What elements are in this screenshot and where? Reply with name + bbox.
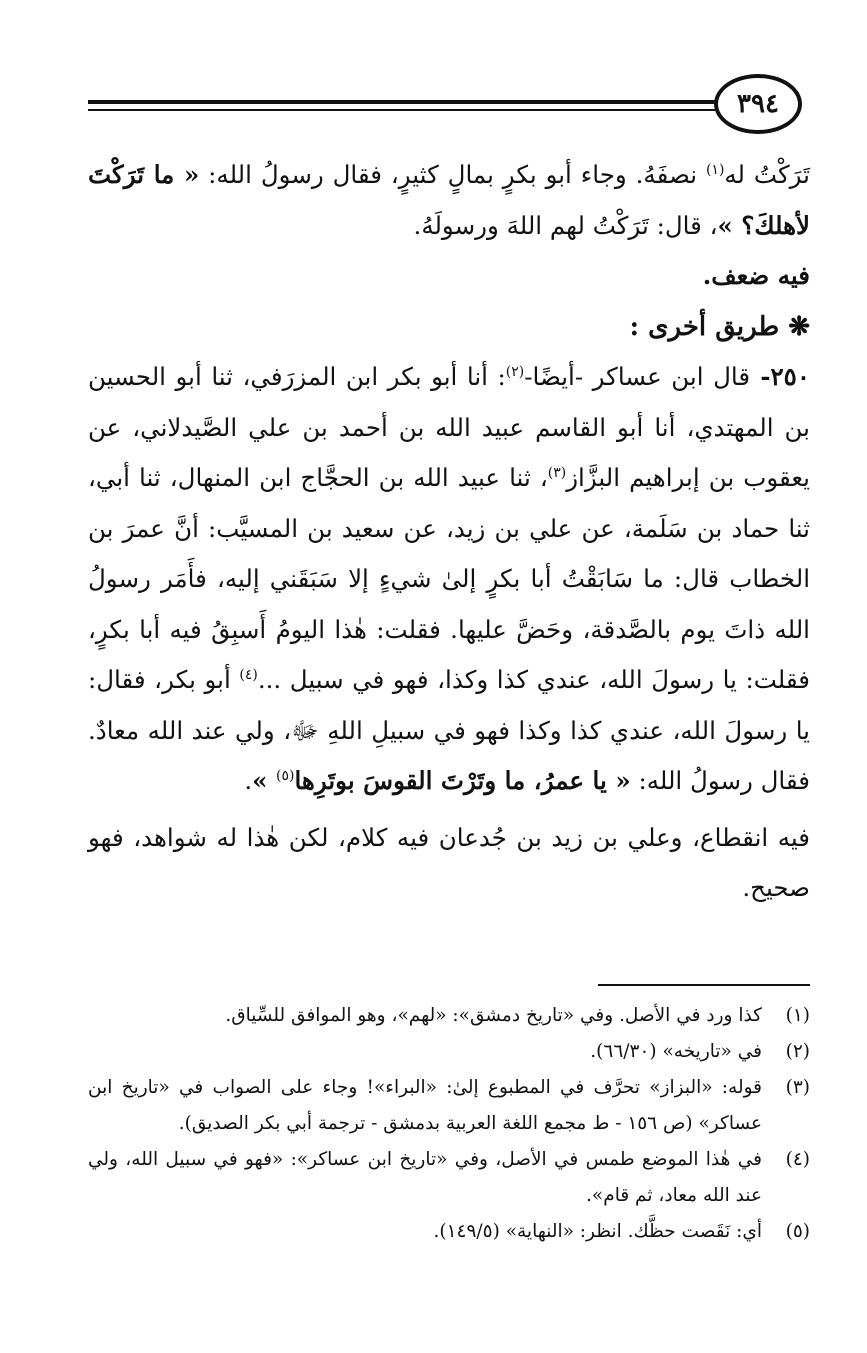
footnotes [88, 998, 810, 1250]
footnote-ref: (٥) [275, 767, 295, 784]
footnote [88, 1142, 810, 1214]
header-rule-thin [88, 109, 722, 111]
header-rule [88, 100, 722, 104]
footnote-text: أي: نَقَصت حظَّك. انظر: «النهاية» (١٤٩/٥). [433, 1221, 762, 1242]
paragraph: فيه انقطاع، وعلي بن زيد بن جُدعان فيه كلام، لكن هٰذا له شواهد، فهو صحيح. [88, 822, 810, 902]
main-text [88, 150, 810, 914]
footnote [88, 1070, 810, 1142]
hadith-quote: « ما تَرَكْتَ لأهلكَ؟ » [88, 160, 810, 240]
page-header [88, 72, 810, 142]
hadith-quote: « يا عمرُ، ما وتَرْتَ القوسَ بوتَرِها [294, 766, 631, 795]
section-heading: ❋ طريق أخرى : [629, 311, 810, 342]
footnote-number: (٣) [785, 1077, 810, 1098]
page-number: ٣٩٤ [714, 74, 802, 134]
paragraph: تَرَكْتُ له$^{(١)}$ نصفَهُ. وجاء أبو بكرٍ بمالٍ كثيرٍ، فقال رسولُ الله: « ما تَرَكْتَ لأهلكَ؟ »، قال: تَرَكْتُ لهم اللهَ ورسولَهُ. [88, 160, 810, 240]
paragraph: فيه ضعف. [702, 261, 810, 290]
footnote-number: (٥) [785, 1221, 810, 1242]
footnote [88, 998, 810, 1034]
footnote-text: قوله: «البزاز» تحرَّف في المطبوع إلىٰ: «البراء»! وجاء على الصواب في «تاريخ ابن عساكر» (ص ١٥٦ - ط مجمع اللغة العربية بدمشق - ترجمة أبي بكر الصديق). [88, 1077, 762, 1134]
footnote-ref: (٤) [239, 666, 258, 683]
footnote-separator [598, 984, 810, 986]
footnote-ref: (١) [705, 161, 725, 178]
footnote-number: (١) [785, 1005, 810, 1026]
footnote-ref: (٢) [505, 363, 525, 380]
footnote-text: في «تاريخه» (٦٦/٣٠). [590, 1041, 762, 1062]
footnote-number: (٢) [785, 1041, 810, 1062]
footnote [88, 1214, 810, 1250]
footnote-number: (٤) [785, 1149, 810, 1170]
footnote [88, 1034, 810, 1070]
footnote-text: كذا ورد في الأصل. وفي «تاريخ دمشق»: «لهم»، وهو الموافق للسِّياق. [225, 1005, 762, 1026]
footnote-ref: (٣) [547, 464, 567, 481]
footnote-text: في هٰذا الموضع طمس في الأصل، وفي «تاريخ ابن عساكر»: «فهو في سبيل الله، ولي عند الله معاد، ثم قام». [88, 1149, 762, 1206]
paragraph: ٢٥٠- قال ابن عساكر -أيضًا-$^{(٢)}$: أنا أبو بكر ابن المزرَفي، ثنا أبو الحسين بن المهتدي، أنا أبو القاسم عبيد الله بن أحمد بن علي الصَّيدلاني، عن يعقوب بن إبراهيم البزَّاز$^{(٣)}$، ثنا عبيد الله بن الحجَّاج ابن المنهال، ثنا أبي، ثنا حماد بن سَلَمة، عن علي بن زيد، عن سعيد بن المسيَّب: أنَّ عمرَ بن الخطاب قال: ما سَابَقْتُ أبا بكرٍ إلىٰ شيءٍ إلا سَبَقَني إليه، فأَمَر رسولُ الله ذاتَ يوم بالصَّدقة، وحَضَّ عليها. فقلت: هٰذا اليومُ أَسبِقُ فيه أبا بكرٍ، فقلت: يا رسولَ الله، عندي كذا وكذا، فهو في سبيل ...$^{(٤)}$ أبو بكر، فقال: يا رسولَ الله، عندي كذا وكذا فهو في سبيلِ اللهِ ﷻ، ولي عند الله معادٌ. فقال رسولُ الله: « يا عمرُ، ما وتَرْتَ القوسَ بوتَرِها$^{(٥)}$ ». [88, 362, 811, 795]
hadith-number: ٢٥٠- [750, 362, 810, 391]
